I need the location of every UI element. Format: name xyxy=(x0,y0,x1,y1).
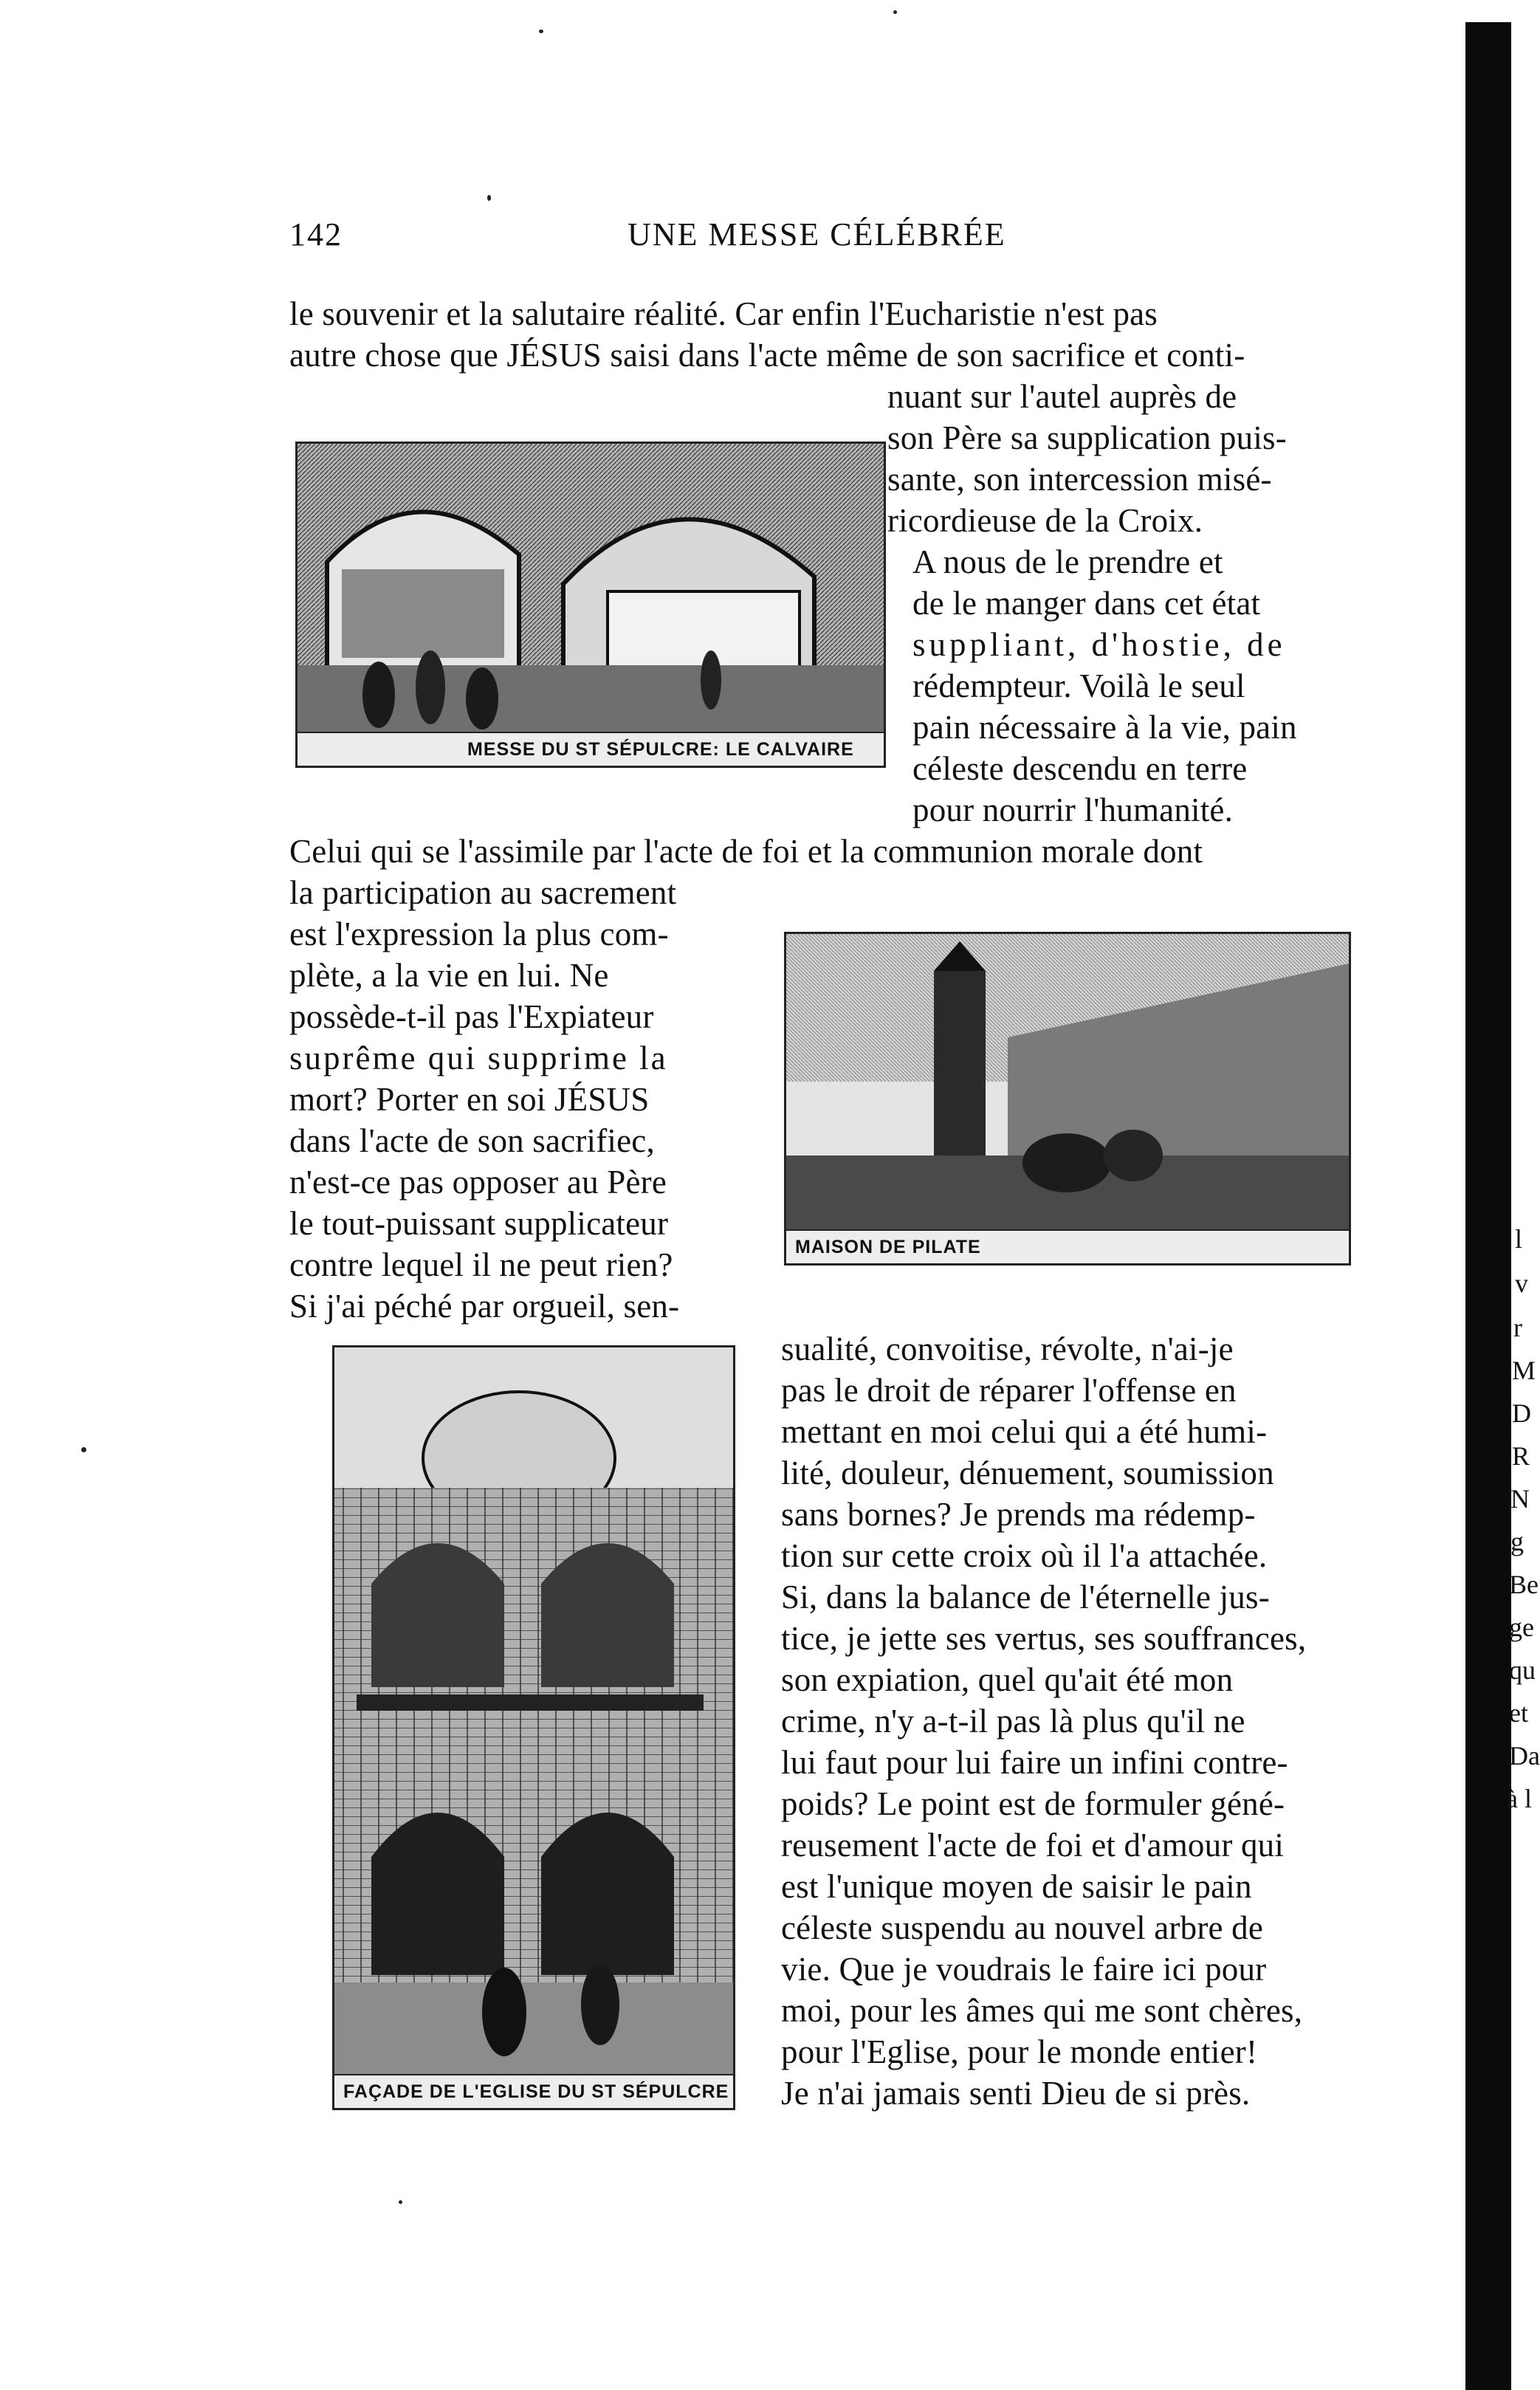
text-line: vie. Que je voudrais le faire ici pour xyxy=(781,1951,1267,1988)
text-line: possède-t-il pas l'Expiateur xyxy=(289,998,654,1035)
text-line: tice, je jette ses vertus, ses souffrances, xyxy=(781,1620,1307,1657)
text-line: Si, dans la balance de l'éternelle jus- xyxy=(781,1579,1270,1615)
text-line: poids? Le point est de formuler géné- xyxy=(781,1785,1285,1822)
text-line: autre chose que JÉSUS saisi dans l'acte même de son sacrifice et conti- xyxy=(289,337,1245,374)
text-line: suppliant, d'hostie, de xyxy=(912,626,1286,663)
text-line: la participation au sacrement xyxy=(289,874,677,911)
facing-page-fragment: D xyxy=(1512,1398,1531,1428)
text-line: son expiation, quel qu'ait été mon xyxy=(781,1661,1234,1698)
facing-page-fragment: r xyxy=(1513,1313,1522,1342)
binding-shadow xyxy=(1465,22,1511,2390)
scan-speck xyxy=(399,2200,402,2204)
facing-page-fragment: M xyxy=(1512,1356,1536,1385)
text-line: le tout-puissant supplicateur xyxy=(289,1205,669,1242)
text-line: lui faut pour lui faire un infini contre- xyxy=(781,1744,1288,1781)
text-line: céleste suspendu au nouvel arbre de xyxy=(781,1909,1263,1946)
text-line: ricordieuse de la Croix. xyxy=(887,502,1203,539)
text-line: reusement l'acte de foi et d'amour qui xyxy=(781,1827,1285,1864)
text-line: céleste descendu en terre xyxy=(912,750,1248,787)
scan-speck xyxy=(81,1447,86,1452)
text-line: contre lequel il ne peut rien? xyxy=(289,1246,673,1283)
text-line: sans bornes? Je prends ma rédemp- xyxy=(781,1496,1256,1533)
text-line: tion sur cette croix où il l'a attachée. xyxy=(781,1537,1268,1574)
text-line: Celui qui se l'assimile par l'acte de foi et la communion morale dont xyxy=(289,833,1203,870)
text-line: de le manger dans cet état xyxy=(912,585,1261,622)
engraving-maison-de-pilate xyxy=(786,934,1349,1231)
text-line: A nous de le prendre et xyxy=(912,543,1223,580)
text-line: rédempteur. Voilà le seul xyxy=(912,667,1245,704)
text-line: n'est-ce pas opposer au Père xyxy=(289,1164,667,1201)
engraving-calvaire xyxy=(298,444,884,733)
facing-page-fragment: Be xyxy=(1509,1570,1539,1599)
facing-page-fragment: g xyxy=(1510,1527,1524,1556)
text-line: nuant sur l'autel auprès de xyxy=(887,378,1237,415)
facing-page-fragment: qu xyxy=(1509,1655,1536,1685)
facing-page-fragment: R xyxy=(1512,1441,1530,1471)
facing-page-fragment: N xyxy=(1510,1484,1530,1514)
facing-page-fragment: v xyxy=(1515,1268,1528,1298)
illustration-calvaire xyxy=(295,442,886,768)
facing-page-fragment: et xyxy=(1509,1698,1528,1728)
caption-maison-de-pilate: MAISON DE PILATE xyxy=(786,1229,1349,1263)
scan-speck xyxy=(487,195,491,201)
facing-page-fragment: à l xyxy=(1506,1784,1532,1813)
illustration-facade-saint-sepulcre xyxy=(332,1345,735,2110)
text-line: suprême qui supprime la xyxy=(289,1040,668,1076)
facing-page-fragment: ge xyxy=(1509,1613,1534,1642)
text-line: plète, a la vie en lui. Ne xyxy=(289,957,609,994)
text-line: mettant en moi celui qui a été humi- xyxy=(781,1413,1268,1450)
text-line: pas le droit de réparer l'offense en xyxy=(781,1372,1237,1409)
scan-speck xyxy=(539,30,543,33)
facing-page-fragment: Da xyxy=(1509,1741,1540,1771)
text-line: son Père sa supplication puis- xyxy=(887,419,1287,456)
text-line: pour l'Eglise, pour le monde entier! xyxy=(781,2033,1258,2070)
text-line: Si j'ai péché par orgueil, sen- xyxy=(289,1288,680,1325)
text-line: sualité, convoitise, révolte, n'ai-je xyxy=(781,1330,1234,1367)
facing-page-fragment: l xyxy=(1515,1224,1523,1254)
page-number: 142 xyxy=(289,216,343,253)
text-line: Je n'ai jamais senti Dieu de si près. xyxy=(781,2075,1251,2112)
scan-speck xyxy=(893,10,897,14)
caption-calvaire: MESSE DU ST SÉPULCRE: LE CALVAIRE xyxy=(298,732,884,766)
text-line: le souvenir et la salutaire réalité. Car enfin l'Eucharistie n'est pas xyxy=(289,295,1158,332)
text-line: est l'unique moyen de saisir le pain xyxy=(781,1868,1252,1905)
text-line: lité, douleur, dénuement, soumission xyxy=(781,1455,1274,1491)
text-line: pain nécessaire à la vie, pain xyxy=(912,709,1297,746)
running-title: UNE MESSE CÉLÉBRÉE xyxy=(628,216,1006,253)
text-line: dans l'acte de son sacrifiec, xyxy=(289,1122,655,1159)
engraving-facade-saint-sepulcre xyxy=(334,1347,733,2075)
caption-facade-saint-sepulcre: FAÇADE DE L'EGLISE DU ST SÉPULCRE xyxy=(334,2074,733,2108)
text-line: crime, n'y a-t-il pas là plus qu'il ne xyxy=(781,1703,1245,1740)
text-line: pour nourrir l'humanité. xyxy=(912,791,1234,828)
text-line: mort? Porter en soi JÉSUS xyxy=(289,1081,650,1118)
text-line: moi, pour les âmes qui me sont chères, xyxy=(781,1992,1303,2029)
text-line: sante, son intercession misé- xyxy=(887,461,1272,498)
illustration-maison-de-pilate xyxy=(784,932,1351,1266)
text-line: est l'expression la plus com- xyxy=(289,916,669,952)
